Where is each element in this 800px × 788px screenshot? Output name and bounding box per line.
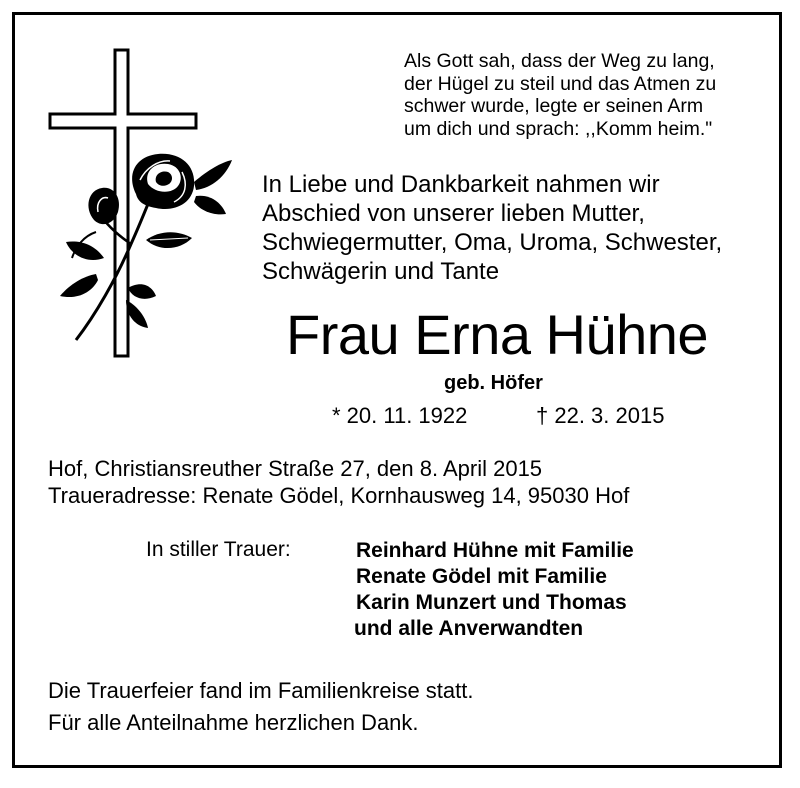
mourners-label: In stiller Trauer: (146, 538, 291, 561)
maiden-name: geb. Höfer (444, 372, 543, 394)
poem-line: der Hügel zu steil und das Atmen zu (404, 72, 717, 95)
intro-text (262, 170, 722, 286)
deceased-name: Frau Erna Hühne (286, 303, 709, 366)
death-date: † 22. 3. 2015 (536, 403, 665, 428)
address-line: Hof, Christiansreuther Straße 27, den 8. April 2015 (48, 456, 543, 481)
mourner-name: Renate Gödel mit Familie (356, 565, 607, 588)
closing-line: Für alle Anteilnahme herzlichen Dank. (48, 710, 419, 735)
intro-line: Schwiegermutter, Oma, Uroma, Schwester, (262, 229, 723, 256)
mourner-name: und alle Anverwandten (354, 617, 584, 640)
intro-line: Schwägerin und Tante (262, 258, 500, 285)
mourners-list (356, 538, 634, 642)
mourner-name: Reinhard Hühne mit Familie (356, 539, 634, 562)
intro-line: Abschied von unserer lieben Mutter, (262, 200, 645, 227)
closing-text (48, 675, 474, 739)
cross-with-rose-icon (36, 44, 236, 374)
poem-line: um dich und sprach: ,,Komm heim." (404, 117, 713, 140)
intro-line: In Liebe und Dankbarkeit nahmen wir (262, 171, 660, 198)
birth-date: * 20. 11. 1922 (332, 403, 468, 428)
closing-line: Die Trauerfeier fand im Familienkreise statt. (48, 678, 474, 703)
poem-line: schwer wurde, legte er seinen Arm (404, 95, 704, 117)
address-line: Traueradresse: Renate Gödel, Kornhausweg 14, 95030 Hof (48, 483, 630, 508)
rose-bloom (132, 154, 194, 209)
mourner-name: Karin Munzert und Thomas (356, 591, 627, 614)
poem (404, 50, 716, 140)
address-block (48, 455, 629, 509)
poem-line: Als Gott sah, dass der Weg zu lang, (404, 50, 715, 72)
